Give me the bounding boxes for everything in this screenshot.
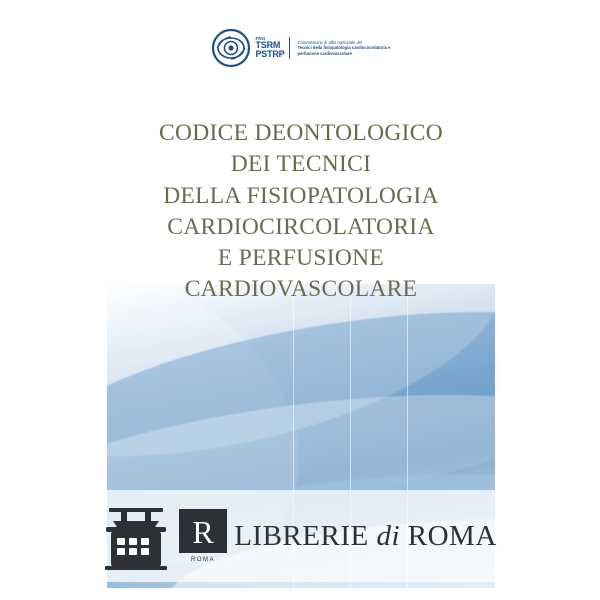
logo-descriptor-line: perfusione cardiovascolare — [297, 50, 352, 56]
brand-word-di: di — [376, 519, 401, 552]
title-line: CODICE DEONTOLOGICO — [159, 120, 443, 146]
logo-tsrm-label: TSRM — [255, 40, 281, 51]
title-line: DEI TECNICI — [230, 151, 372, 178]
brand-word-roma: ROMA — [407, 519, 497, 552]
title-line: CARDIOCIRCOLATORIA — [167, 213, 435, 240]
title-line: E PERFUSIONE — [217, 245, 385, 271]
cover-title — [115, 118, 487, 306]
title-line: CARDIOVASCOLARE — [184, 276, 418, 303]
r-monogram-letter: R — [192, 514, 214, 550]
title-line: DELLA FISIOPATOLOGIA — [163, 182, 439, 209]
logo-fno-label: FNO — [255, 35, 266, 41]
watermark-brand-text — [234, 520, 497, 553]
organization-logo — [107, 28, 495, 68]
logo-descriptor — [294, 40, 391, 56]
r-monogram-icon — [179, 509, 227, 563]
eye-logo-icon — [211, 28, 251, 68]
logo-descriptor-line: Commissione di albo nazionale dei — [297, 40, 363, 46]
r-monogram-sublabel: ROMA — [191, 557, 216, 563]
logo-descriptor-line: Tecnici della fisiopatologia cardiocircolatoria e — [297, 45, 391, 51]
logo-pstrp-label: PSTRP — [255, 49, 285, 60]
brand-word-librerie: LIBRERIE — [234, 519, 369, 552]
logo-acronyms — [255, 37, 289, 60]
libreriediroma-logo — [179, 509, 497, 563]
watermark-overlay — [0, 490, 600, 582]
printing-press-icon — [103, 501, 169, 571]
